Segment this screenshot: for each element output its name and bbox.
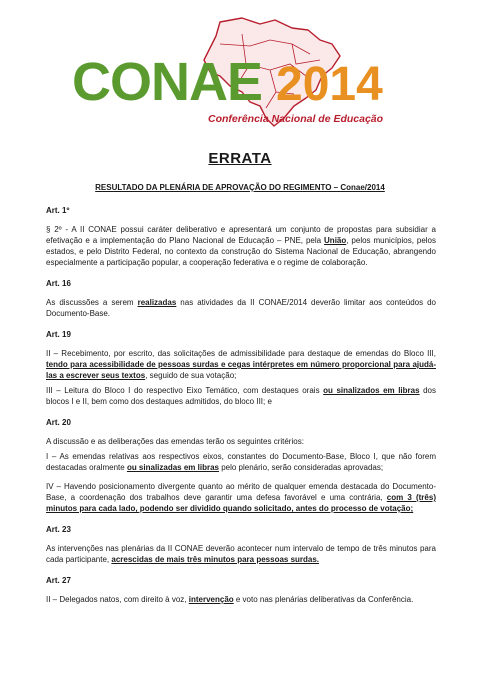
text-run: § 2º - A II CONAE possui caráter deliberativo e apresentará um conjunto de propostas para subsidiar a efetivação e a implementação do Plano Nacional de Educação – PNE, pela: [46, 225, 436, 245]
text-run: I – As emendas relativas aos respectivos eixos, constantes do Documento-Base, Bloco I, que não forem destacadas oralmente: [46, 452, 436, 472]
text-run: pelo plenário, serão consideradas aprovadas;: [218, 463, 384, 472]
article-paragraph: [46, 481, 436, 514]
logo-word: CONAE: [72, 52, 263, 112]
article-paragraph: [46, 224, 436, 268]
underlined-text: União: [324, 236, 347, 245]
logo-year: 2014: [276, 58, 383, 111]
text-run: As intervenções nas plenárias da II CONAE deverão acontecer num intervalo de tempo de três minutos para cada participante,: [46, 544, 436, 564]
underlined-text: intervenção: [188, 595, 234, 604]
underlined-text: realizadas: [137, 298, 177, 307]
article-paragraph: [46, 385, 436, 407]
text-run: , pelos municípios, pelos estados, e pelo Distrito Federal, no contexto da construção do Sistema Nacional de Educação, abrangendo especialmente a participação popular, a cooperação federativa e o regime de colaboração.: [46, 236, 436, 267]
underlined-text: ou sinalizados em libras: [323, 386, 420, 395]
article-title: Art. 1º: [46, 206, 70, 215]
logo-tagline: Conferência Nacional de Educação: [208, 113, 384, 125]
text-run: nas atividades da II CONAE/2014 deverão limitar aos conteúdos do Documento-Base.: [46, 298, 436, 318]
text-run: , seguido de sua votação;: [145, 371, 237, 380]
text-run: A discussão e as deliberações das emendas terão os seguintes critérios:: [46, 437, 304, 446]
text-run: II – Delegados natos, com direito à voz,: [46, 595, 189, 604]
article-title: Art. 16: [46, 279, 71, 288]
page-title: ERRATA: [208, 150, 272, 167]
text-run: dos blocos I e II, bem como dos destaques admitidos, do bloco III; e: [46, 386, 437, 406]
article-title: Art. 19: [46, 330, 71, 339]
articles: [46, 205, 436, 605]
text-run: e voto nas plenárias deliberativas da Conferência.: [233, 595, 414, 604]
article-paragraph: [46, 543, 436, 565]
article-paragraph: [46, 436, 436, 447]
underlined-text: ou sinalizadas em libras: [126, 463, 219, 472]
article-title: Art. 23: [46, 525, 71, 534]
article-title: Art. 27: [46, 576, 71, 585]
article-paragraph: [46, 594, 436, 605]
underlined-text: tendo para acessibilidade de pessoas surdas e cegas intérpretes em número proporcional para ajudá-las a escrever seus textos: [46, 360, 436, 380]
text-run: IV – Havendo posicionamento divergente quanto ao mérito de qualquer emenda destacada do Documento-Base, a coordenação dos trabalhos deve garantir uma defesa favorável e uma contrária,: [46, 482, 436, 502]
article-paragraph: [46, 348, 436, 381]
article-paragraph: [46, 297, 436, 319]
text-run: As discussões a serem: [46, 298, 138, 307]
underlined-text: acrescidas de mais três minutos para pessoas surdas.: [111, 555, 320, 564]
underlined-text: com 3 (três) minutos para cada lado, podendo ser dividido quando solicitado, antes do processo de votação;: [46, 493, 436, 513]
text-run: II – Recebimento, por escrito, das solicitações de admissibilidade para destaque de emendas do Bloco III,: [46, 349, 436, 358]
text-run: III – Leitura do Bloco I do respectivo Eixo Temático, com destaques orais: [46, 386, 324, 395]
article-paragraph: [46, 451, 436, 473]
article-title: Art. 20: [46, 418, 71, 427]
page-subtitle: RESULTADO DA PLENÁRIA DE APROVAÇÃO DO REGIMENTO – Conae/2014: [95, 183, 385, 192]
conae-2014-logo: [70, 14, 415, 132]
